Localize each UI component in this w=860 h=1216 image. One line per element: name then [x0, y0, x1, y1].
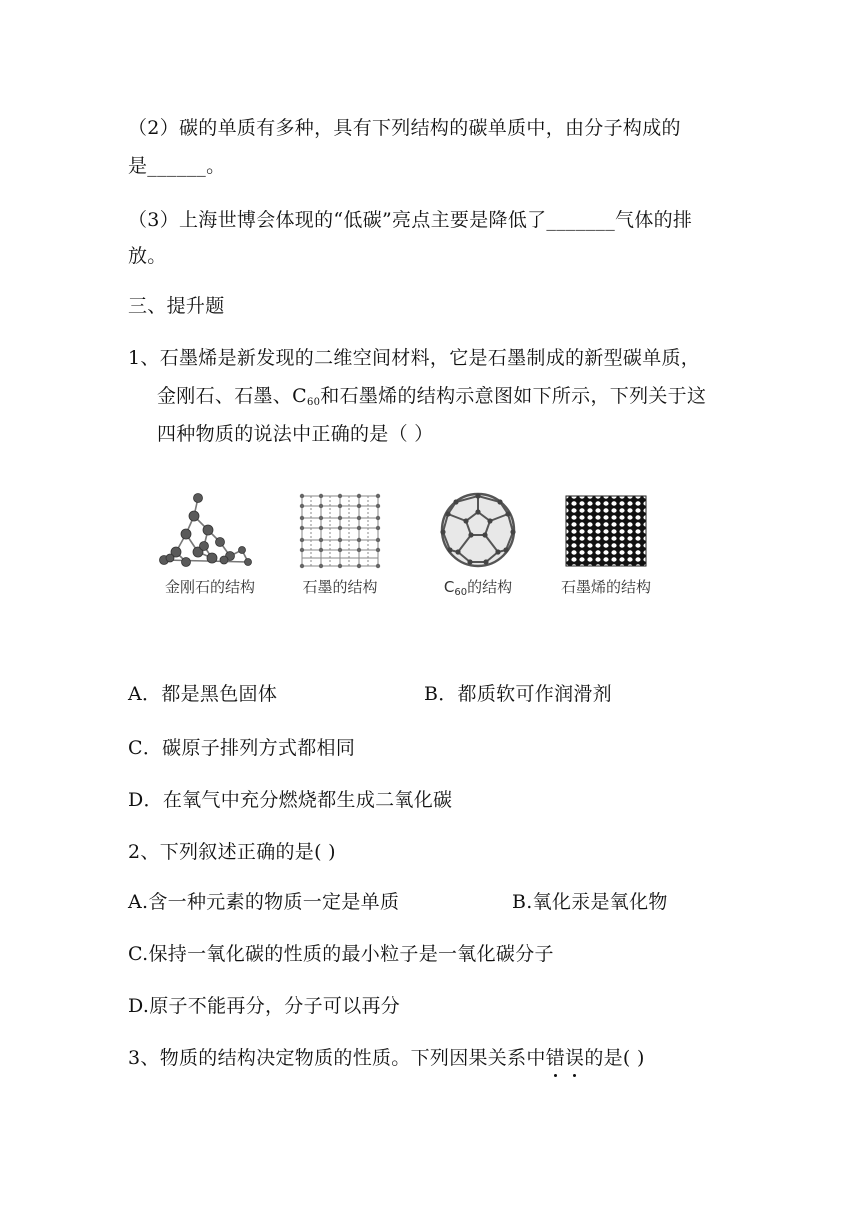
q2-part3-line1: （3）上海世博会体现的“低碳”亮点主要是降低了_______气体的排	[128, 209, 693, 231]
q1-line1: 1、石墨烯是新发现的二维空间材料，它是石墨制成的新型碳单质，	[128, 347, 701, 369]
carbon-structures-figure	[150, 486, 670, 606]
graphene-caption: 石墨烯的结构	[560, 578, 651, 596]
graphite-structure-icon	[280, 486, 400, 576]
graphite-caption: 石墨的结构	[302, 578, 378, 596]
q1-line2	[157, 384, 706, 415]
q1-line2-pre: 金刚石、石墨、C	[157, 385, 307, 407]
c60-caption-post: 的结构	[467, 578, 513, 596]
c60-structure-icon	[418, 486, 538, 576]
q2-part2-line2: 是______。	[128, 155, 226, 177]
q3-text-pre: 3、物质的结构决定物质的性质。下列因果关系中	[128, 1047, 546, 1069]
q2-option-d: D.原子不能再分，分子可以再分	[128, 995, 401, 1017]
q1-option-a: A．都是黑色固体	[128, 683, 278, 705]
graphite-figure	[280, 486, 400, 606]
q1-line2-subscript: 60	[306, 397, 321, 408]
q2-option-c: C.保持一氧化碳的性质的最小粒子是一氧化碳分子	[128, 943, 554, 965]
q1-option-c: C．碳原子排列方式都相同	[128, 737, 356, 759]
c60-figure	[418, 486, 538, 606]
q3-text-post: 的是( )	[584, 1047, 645, 1069]
q1-line2-post: 和石墨烯的结构示意图如下所示，下列关于这	[320, 385, 707, 407]
q3-emphasis-char-1: 错	[545, 1047, 566, 1069]
diamond-structure-icon	[150, 486, 270, 576]
q2-line: 2、下列叙述正确的是( )	[128, 841, 336, 863]
q2-part3-line2: 放。	[128, 245, 167, 267]
diamond-caption: 金刚石的结构	[164, 578, 255, 596]
c60-caption	[418, 576, 538, 598]
c60-caption-pre: C	[443, 578, 455, 596]
q1-line3: 四种物质的说法中正确的是（ ）	[157, 423, 434, 445]
q2-part2-line1: （2）碳的单质有多种，具有下列结构的碳单质中，由分子构成的	[128, 117, 681, 139]
c60-caption-subscript: 60	[454, 587, 468, 598]
q1-option-b: B．都质软可作润滑剂	[424, 683, 612, 705]
q3-line	[128, 1046, 645, 1070]
graphene-structure-icon	[546, 486, 666, 576]
graphene-figure	[546, 486, 666, 606]
q2-option-a: A.含一种元素的物质一定是单质	[128, 891, 400, 913]
q1-option-d: D．在氧气中充分燃烧都生成二氧化碳	[128, 789, 453, 811]
q3-emphasis-char-2: 误	[565, 1047, 585, 1069]
q2-option-b: B.氧化汞是氧化物	[512, 891, 668, 913]
diamond-figure	[150, 486, 270, 606]
section-title: 三、提升题	[128, 295, 225, 317]
